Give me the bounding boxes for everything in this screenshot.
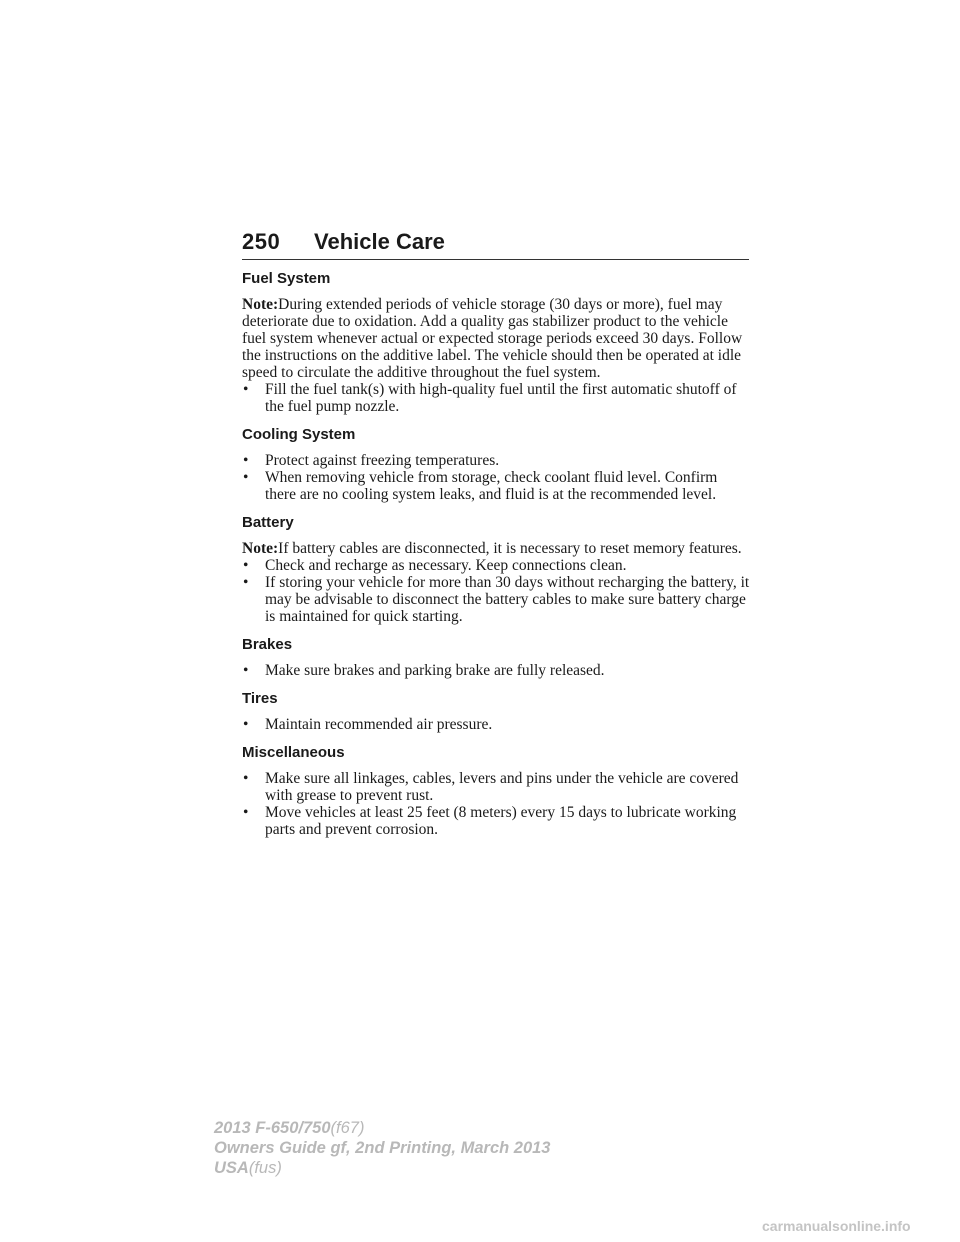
- bullet-icon: •: [243, 557, 249, 574]
- note-text: During extended periods of vehicle storage (30 days or more), fuel may deteriorate due to oxidation. Add a quality gas stabilizer product to the vehicle fuel system whenever actual or expected storage periods exceed 30 days. Follow the instructions on the additive label. The vehicle should then be operated at idle speed to circulate the additive throughout the fuel system.: [242, 296, 743, 381]
- fuel-system-section: [242, 269, 752, 415]
- footer-line-1: [214, 1118, 551, 1138]
- cooling-system-list: [242, 452, 752, 503]
- tires-section: [242, 689, 752, 733]
- list-item-text: When removing vehicle from storage, check coolant fluid level. Confirm there are no cooling system leaks, and fluid is at the recommended level.: [265, 469, 718, 503]
- fuel-system-heading: Fuel System: [242, 270, 331, 287]
- bullet-icon: •: [243, 770, 249, 787]
- note-text: If battery cables are disconnected, it is necessary to reset memory features.: [278, 540, 742, 557]
- list-item-text: If storing your vehicle for more than 30 days without recharging the battery, it may be advisable to disconnect the battery cables to make sure battery charge is maintained for quick starting.: [265, 574, 750, 625]
- footer-market-code: (fus): [248, 1159, 282, 1177]
- list-item: [242, 574, 752, 625]
- print-footer: [214, 1118, 551, 1178]
- list-item-text: Move vehicles at least 25 feet (8 meters) every 15 days to lubricate working parts and prevent corrosion.: [265, 804, 737, 838]
- bullet-icon: •: [243, 662, 249, 679]
- list-item: [242, 381, 752, 415]
- bullet-icon: •: [243, 716, 249, 733]
- watermark: carmanualsonline.info: [762, 1218, 911, 1234]
- note-label: Note:: [242, 296, 279, 313]
- bullet-icon: •: [243, 452, 249, 469]
- list-item: [242, 662, 752, 679]
- brakes-heading: Brakes: [242, 636, 293, 653]
- list-item-text: Make sure brakes and parking brake are fully released.: [265, 662, 605, 679]
- list-item-text: Maintain recommended air pressure.: [265, 716, 493, 733]
- brakes-list: [242, 662, 752, 679]
- battery-section: [242, 513, 752, 625]
- cooling-system-section: [242, 425, 752, 503]
- miscellaneous-section: [242, 743, 752, 838]
- list-item: [242, 804, 752, 838]
- bullet-icon: •: [243, 574, 249, 591]
- footer-model: 2013 F-650/750: [214, 1119, 331, 1137]
- miscellaneous-list: [242, 770, 752, 838]
- note-label: Note:: [242, 540, 279, 557]
- miscellaneous-heading: Miscellaneous: [242, 744, 345, 761]
- battery-note: [242, 540, 752, 557]
- footer-model-code: (f67): [330, 1119, 365, 1137]
- bullet-icon: •: [243, 804, 249, 821]
- battery-heading: Battery: [242, 514, 294, 531]
- bullet-icon: •: [243, 381, 249, 398]
- battery-list: [242, 557, 752, 625]
- cooling-system-heading: Cooling System: [242, 426, 356, 443]
- tires-list: [242, 716, 752, 733]
- page-header: [242, 229, 749, 260]
- list-item-text: Make sure all linkages, cables, levers and pins under the vehicle are covered with grease to prevent rust.: [265, 770, 739, 804]
- fuel-system-list: [242, 381, 752, 415]
- brakes-section: [242, 635, 752, 679]
- list-item: [242, 557, 752, 574]
- footer-market: USA: [214, 1159, 249, 1177]
- footer-line-3: [214, 1158, 551, 1178]
- list-item: [242, 452, 752, 469]
- section-title: Vehicle Care: [314, 229, 445, 254]
- page-number: 250: [242, 229, 281, 254]
- page-content: [242, 269, 752, 848]
- list-item-text: Protect against freezing temperatures.: [265, 452, 500, 469]
- tires-heading: Tires: [242, 690, 278, 707]
- fuel-system-note: [242, 296, 752, 381]
- list-item: [242, 770, 752, 804]
- list-item-text: Check and recharge as necessary. Keep connections clean.: [265, 557, 627, 574]
- footer-line-2: Owners Guide gf, 2nd Printing, March 2013: [214, 1139, 551, 1157]
- list-item-text: Fill the fuel tank(s) with high-quality fuel until the first automatic shutoff of the fuel pump nozzle.: [265, 381, 737, 415]
- bullet-icon: •: [243, 469, 249, 486]
- list-item: [242, 716, 752, 733]
- list-item: [242, 469, 752, 503]
